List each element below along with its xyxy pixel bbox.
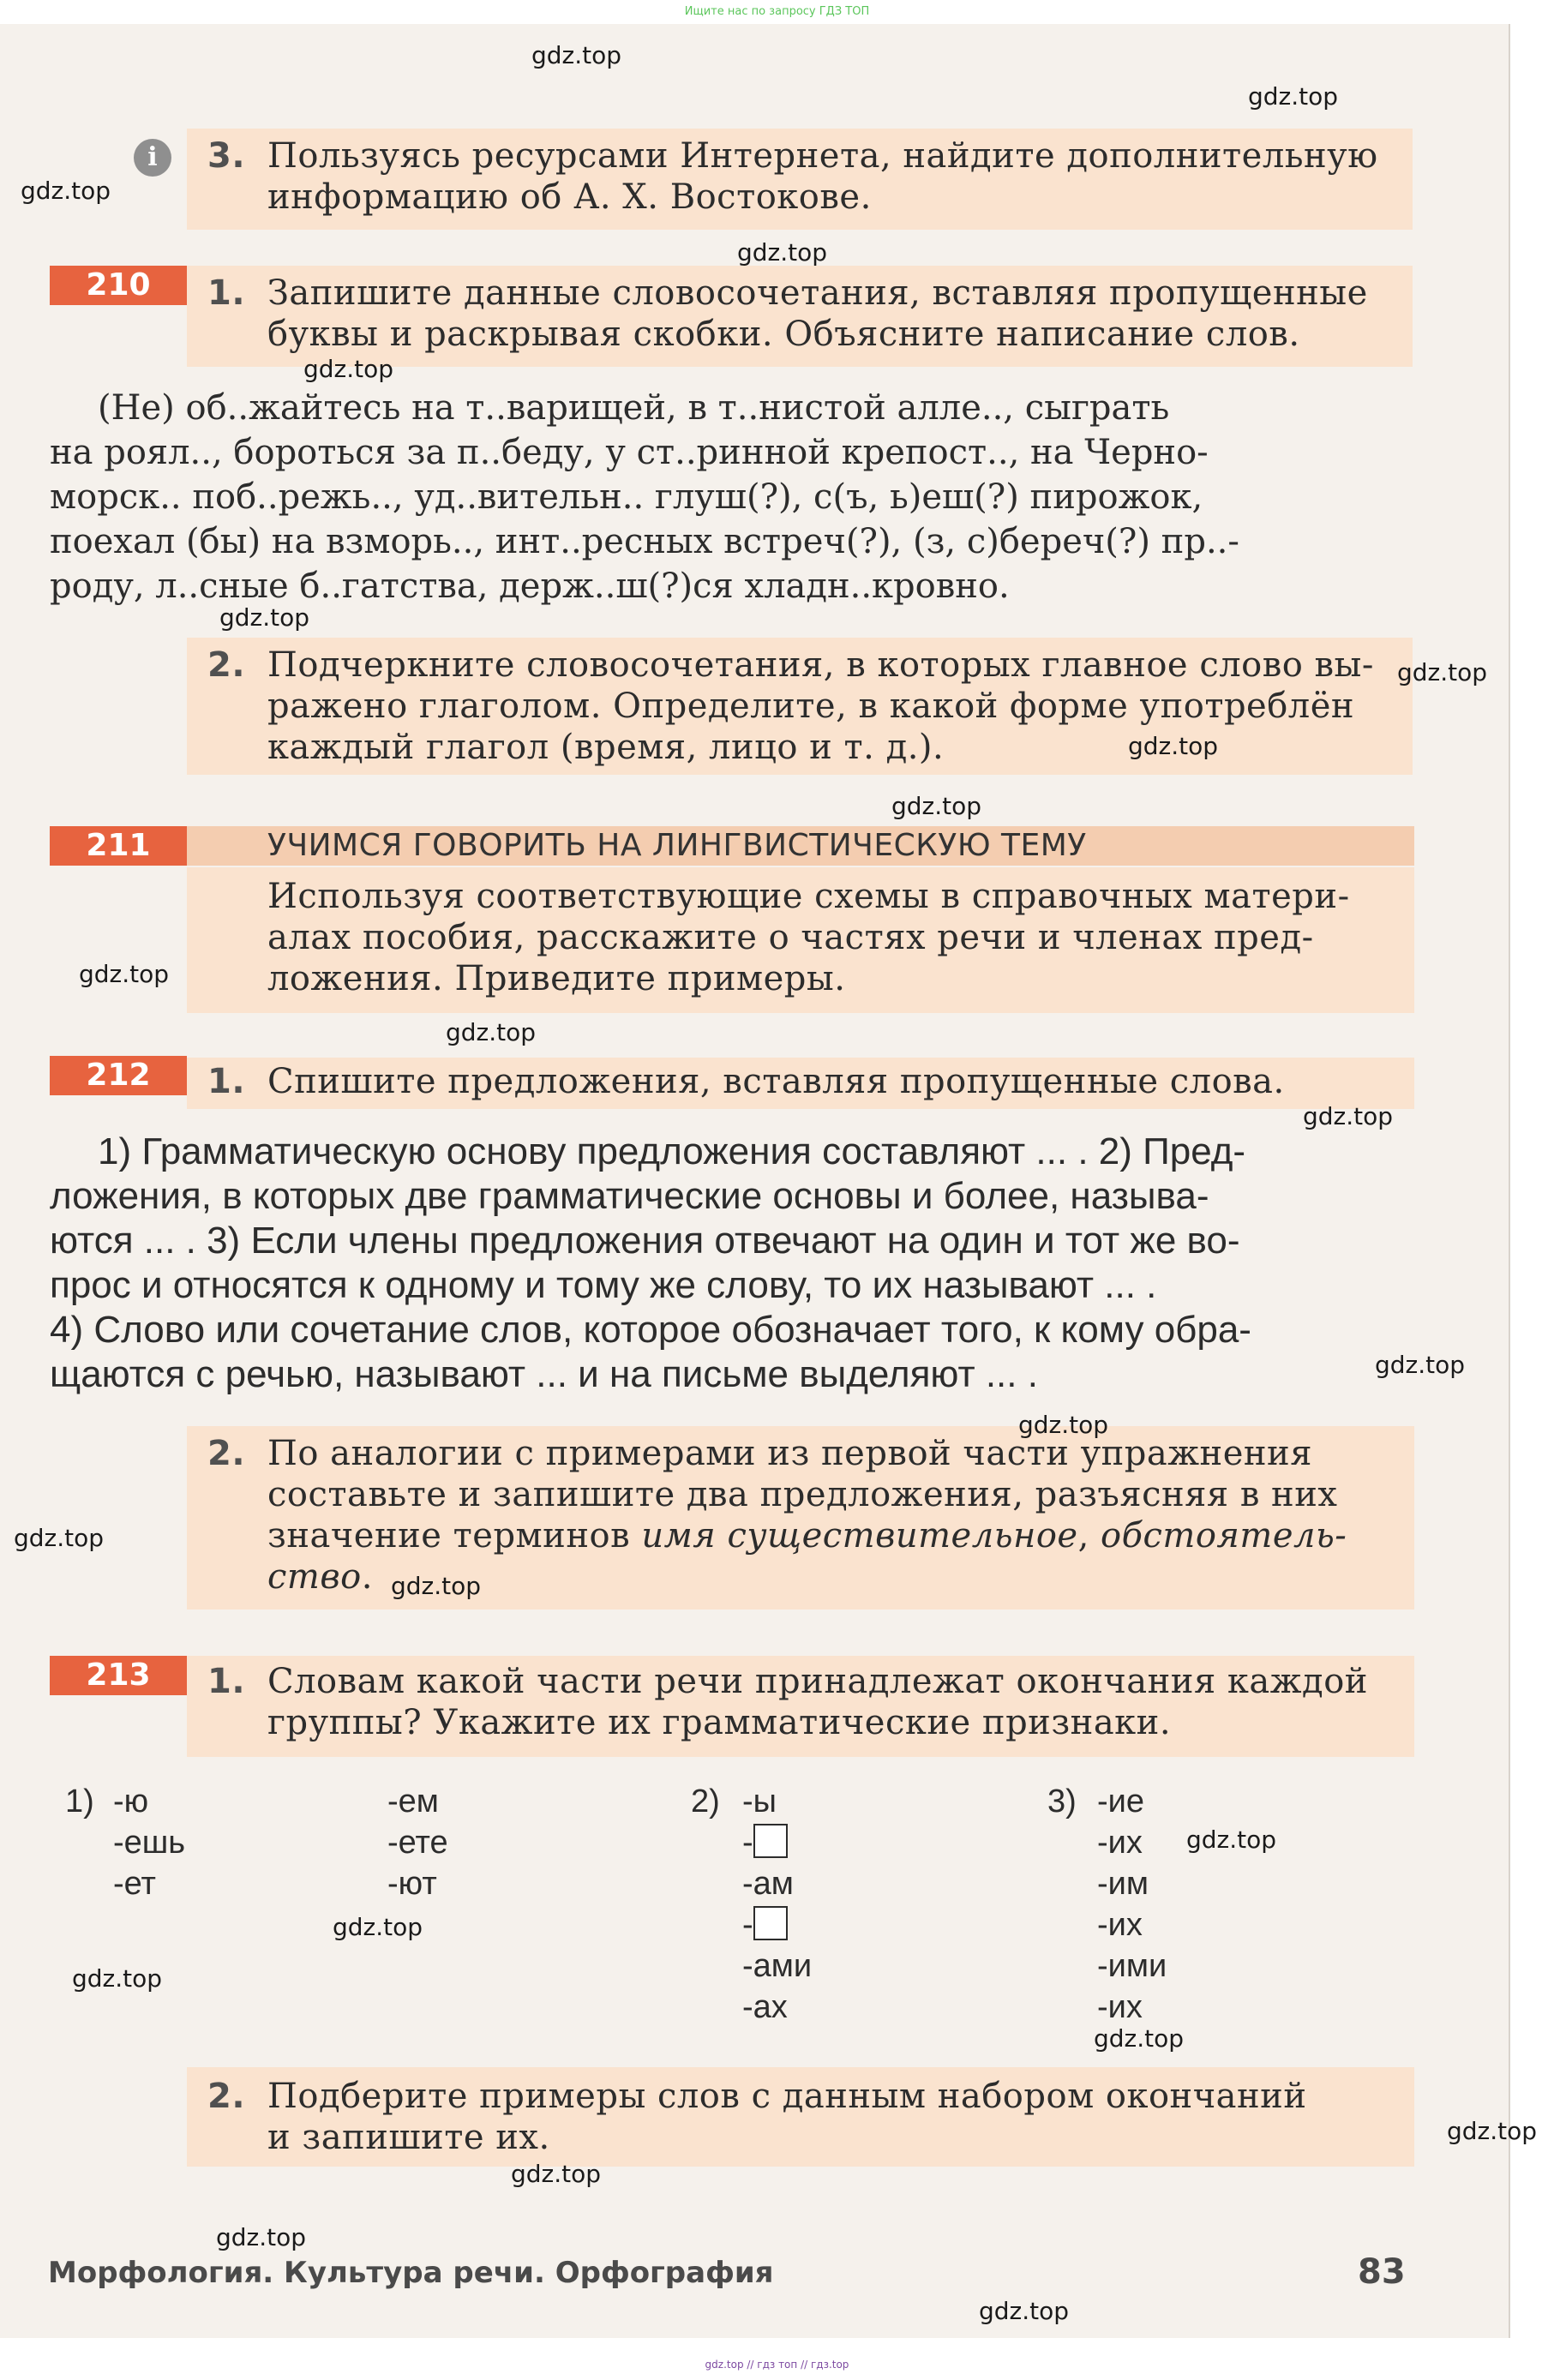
watermark: gdz.top [333,1913,423,1941]
ending: -ет [113,1866,156,1902]
ex213-task2-line1: Подберите примеры слов с данным набором окончаний [267,2077,1307,2116]
watermark: gdz.top [531,41,622,69]
ex212-task2-line1: По аналогии с примерами из первой части упражнения [267,1434,1312,1473]
ex212-body-line: ложения, в которых две грамматические основы и более, называ- [50,1175,1209,1217]
exercise-213-tab: 213 [50,1656,187,1695]
watermark: gdz.top [216,2223,307,2251]
exercise-211-tab: 211 [50,826,187,866]
ex212-task1-number: 1. [207,1062,246,1101]
ending: -ю [113,1784,149,1819]
exercise-212-tab: 212 [50,1056,187,1095]
ex212-body-line: щаются с речью, называют ... и на письме выделяют ... . [50,1353,1038,1395]
zero-ending-box [753,1906,788,1940]
ex210-body-line: поехал (бы) на взморь.., инт..ресных встреч(?), (з, с)береч(?) пр..- [50,522,1239,561]
task3-number: 3. [207,136,246,176]
group2-col [742,1781,812,2028]
watermark: gdz.top [1375,1351,1466,1379]
group1-label: 1) [65,1784,94,1819]
ex210-body-line: на роял.., бороться за п..беду, у ст..ринной крепост.., на Черно- [50,433,1209,472]
ex213-task2 [207,2076,1399,2158]
watermark: gdz.top [1397,658,1488,686]
watermark: gdz.top [511,2160,602,2188]
group3-label: 3) [1047,1784,1077,1819]
ex211-heading: УЧИМСЯ ГОВОРИТЬ НА ЛИНГВИСТИЧЕСКУЮ ТЕМУ [267,828,1087,863]
ex210-task1-line1: Запишите данные словосочетания, вставляя пропущенные [267,273,1368,313]
group1-col2 [387,1781,448,1904]
watermark: gdz.top [1447,2117,1538,2145]
ex210-task1-number: 1. [207,273,246,313]
watermark: gdz.top [1248,82,1339,111]
watermark: gdz.top [446,1018,537,1046]
group1-col1 [113,1781,185,1904]
ex213-task1 [207,1661,1399,1743]
ending: -им [1097,1866,1149,1902]
watermark: gdz.top [79,960,170,988]
ex212-task1-text: Спишите предложения, вставляя пропущенные слова. [267,1062,1285,1101]
ending: -ем [387,1784,439,1819]
ending: -ете [387,1825,448,1861]
ending: -их [1097,1825,1143,1861]
task3 [207,135,1399,218]
ex212-task1 [207,1061,1399,1102]
ending: -ах [742,1989,788,2025]
ex213-task2-number: 2. [207,2077,246,2116]
ex213-task1-line1: Словам какой части речи принадлежат окончания каждой [267,1662,1368,1701]
ending: -ют [387,1866,437,1902]
ex211-line3: ложения. Приведите примеры. [267,959,846,998]
ending: -ие [1097,1784,1145,1819]
page-number: 83 [1358,2252,1406,2292]
footer-title: Морфология. Культура речи. Орфография [48,2256,774,2290]
top-notice: Ищите нас по запросу ГДЗ ТОП [684,5,870,18]
watermark: gdz.top [14,1524,105,1552]
ex212-task2-line2: составьте и запишите два предложения, разъясняя в них [267,1475,1338,1514]
ex210-task2-number: 2. [207,645,246,685]
ex213-task1-number: 1. [207,1662,246,1701]
info-icon: i [134,139,171,177]
watermark: gdz.top [891,792,982,820]
watermark: gdz.top [1303,1102,1394,1130]
watermark: gdz.top [303,355,394,383]
ex212-body [50,1130,1418,1397]
ex210-body-line: морск.. поб..режь.., уд..вительн.. глуш(?), с(ъ, ь)еш(?) пирожок, [50,477,1203,517]
task3-line2: информацию об А. Х. Востокове. [267,177,872,217]
watermark: gdz.top [737,238,828,267]
ending: -их [1097,1989,1143,2025]
ending: -ими [1097,1948,1167,1984]
watermark: gdz.top [72,1964,163,1993]
watermark: gdz.top [1018,1411,1109,1439]
ending-zero: - [742,1904,812,1945]
ex212-body-line: 1) Грамматическую основу предложения составляют ... . 2) Пред- [98,1130,1246,1172]
ex210-body-line: роду, л..сные б..гатства, держ..ш(?)ся хладн..кровно. [50,567,1010,606]
ex210-task1-line2: буквы и раскрывая скобки. Объясните написание слов. [267,315,1300,354]
ex210-body [50,386,1418,608]
ex210-task1 [207,273,1399,355]
watermark: gdz.top [1128,732,1219,760]
ex210-task2-line1: Подчеркните словосочетания, в которых главное слово вы- [267,645,1374,685]
ex211-text [267,876,1399,999]
ending: -ами [742,1948,813,1984]
ending: -ешь [113,1825,186,1861]
ex212-task2-line3: значение терминов имя существительное, обстоятель- [267,1516,1347,1556]
ending: -ы [742,1784,777,1819]
ex210-task2 [207,644,1399,768]
ex210-task2-line2: ражено глаголом. Определите, в какой форме употреблён [267,686,1355,726]
watermark: gdz.top [979,2297,1070,2325]
exercise-210-tab: 210 [50,266,187,305]
watermark: gdz.top [1186,1825,1277,1854]
ending: -их [1097,1907,1143,1943]
task3-line1: Пользуясь ресурсами Интернета, найдите дополнительную [267,136,1378,176]
ex210-body-line: (Не) об..жайтесь на т..варищей, в т..нистой алле.., сыграть [98,388,1170,428]
ex212-body-line: 4) Слово или сочетание слов, которое обозначает того, к кому обра- [50,1309,1251,1351]
ending: -ам [742,1866,794,1902]
ex211-line1: Используя соответствующие схемы в справочных матери- [267,877,1350,916]
watermark: gdz.top [391,1572,482,1600]
group2-label: 2) [691,1784,720,1819]
watermark: gdz.top [21,177,111,205]
ex213-task2-line2: и запишите их. [267,2118,550,2157]
watermark: gdz.top [219,603,310,632]
ending-zero: - [742,1822,812,1863]
ex211-line2: алах пособия, расскажите о частях речи и членах пред- [267,918,1314,957]
ex212-body-line: ются ... . 3) Если члены предложения отвечают на один и тот же во- [50,1220,1240,1262]
zero-ending-box [753,1824,788,1858]
watermark: gdz.top [1094,2024,1185,2053]
ex212-body-line: прос и относятся к одному и тому же слову, то их называют ... . [50,1264,1157,1306]
bottom-notice: gdz.top // гдз топ // гдз.top [705,2359,849,2371]
ex210-task2-line3: каждый глагол (время, лицо и т. д.). [267,728,945,767]
ex212-task2-number: 2. [207,1434,246,1473]
ex213-task1-line2: группы? Укажите их грамматические признаки. [267,1703,1172,1742]
ex212-task2-line4: ство. [267,1557,373,1597]
group3-col [1097,1781,1167,2028]
